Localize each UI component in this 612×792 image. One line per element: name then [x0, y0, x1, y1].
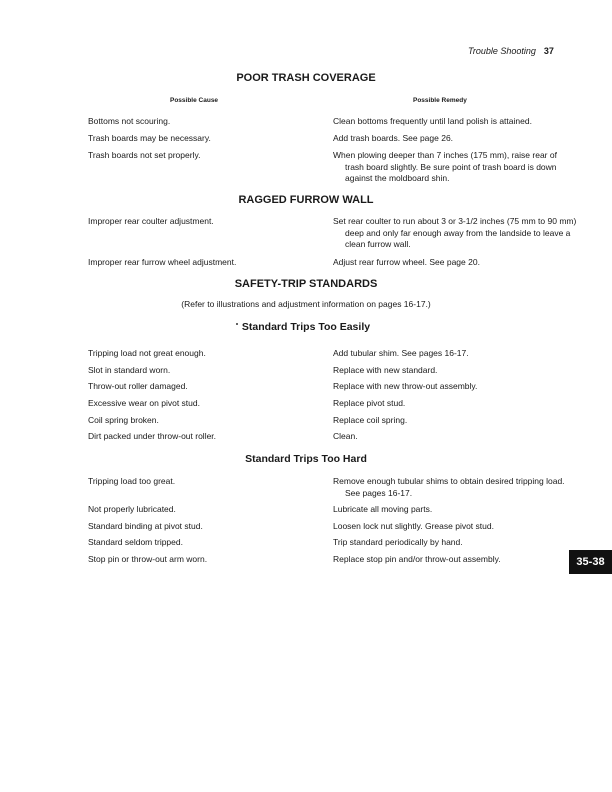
subsection-title-too-hard: Standard Trips Too Hard	[245, 453, 367, 465]
cause-text: Coil spring broken.	[88, 415, 159, 425]
cause-text: Standard seldom tripped.	[88, 537, 183, 547]
remedy-text: Trip standard periodically by hand.	[333, 537, 463, 547]
remedy-text: Loosen lock nut slightly. Grease pivot stud.	[333, 521, 494, 531]
cause-text: Throw-out roller damaged.	[88, 381, 188, 391]
column-header-remedy: Possible Remedy	[413, 97, 467, 104]
cause-text: Improper rear furrow wheel adjustment.	[88, 257, 237, 267]
cause-text: Not properly lubricated.	[88, 504, 176, 514]
cause-text: Slot in standard worn.	[88, 365, 171, 375]
remedy-text: Lubricate all moving parts.	[333, 504, 433, 514]
cause-text: Standard binding at pivot stud.	[88, 521, 203, 531]
page-number: 37	[543, 46, 554, 56]
cause-text: Bottoms not scouring.	[88, 116, 171, 126]
remedy-text: Set rear coulter to run about 3 or 3-1/2 inches (75 mm to 90 mm) deep and only far enough away from the landside to leave a clean furrow wall.	[333, 216, 577, 249]
section-title-poor-trash: POOR TRASH COVERAGE	[236, 72, 376, 84]
cause-text: Excessive wear on pivot stud.	[88, 398, 200, 408]
remedy-text: When plowing deeper than 7 inches (175 mm), raise rear of trash board slightly. Be sure point of trash board is down against the moldboard shin.	[333, 150, 557, 183]
running-header	[468, 46, 554, 56]
cause-text: Tripping load too great.	[88, 476, 176, 486]
cause-text: Tripping load not great enough.	[88, 348, 206, 358]
section-title-ragged-furrow: RAGGED FURROW WALL	[238, 194, 374, 206]
remedy-text: Adjust rear furrow wheel. See page 20.	[333, 257, 480, 267]
column-header-cause: Possible Cause	[170, 97, 219, 104]
cause-text: Improper rear coulter adjustment.	[88, 216, 214, 226]
cause-text: Trash boards not set properly.	[88, 150, 201, 160]
remedy-text: Add tubular shim. See pages 16-17.	[333, 348, 469, 358]
cause-text: Trash boards may be necessary.	[88, 133, 211, 143]
remedy-text: Replace stop pin and/or throw-out assembly.	[333, 554, 501, 564]
cause-text: Dirt packed under throw-out roller.	[88, 431, 217, 441]
reference-note: (Refer to illustrations and adjustment information on pages 16-17.)	[181, 299, 431, 309]
remedy-text: Clean bottoms frequently until land polish is attained.	[333, 116, 532, 126]
page-range-tab: 35-38	[569, 550, 612, 574]
section-title-safety-trip: SAFETY-TRIP STANDARDS	[234, 278, 378, 290]
subsection-title-too-easily: Standard Trips Too Easily	[241, 321, 371, 333]
remedy-text: Clean.	[333, 431, 358, 441]
remedy-text: Replace coil spring.	[333, 415, 408, 425]
remedy-text: Replace pivot stud.	[333, 398, 406, 408]
remedy-text: Remove enough tubular shims to obtain desired tripping load. See pages 16-17.	[333, 476, 565, 498]
remedy-text: Replace with new throw-out assembly.	[333, 381, 478, 391]
remedy-text: Replace with new standard.	[333, 365, 438, 375]
cause-text: Stop pin or throw-out arm worn.	[88, 554, 208, 564]
remedy-text: Add trash boards. See page 26.	[333, 133, 454, 143]
header-title: Trouble Shooting	[468, 46, 536, 56]
